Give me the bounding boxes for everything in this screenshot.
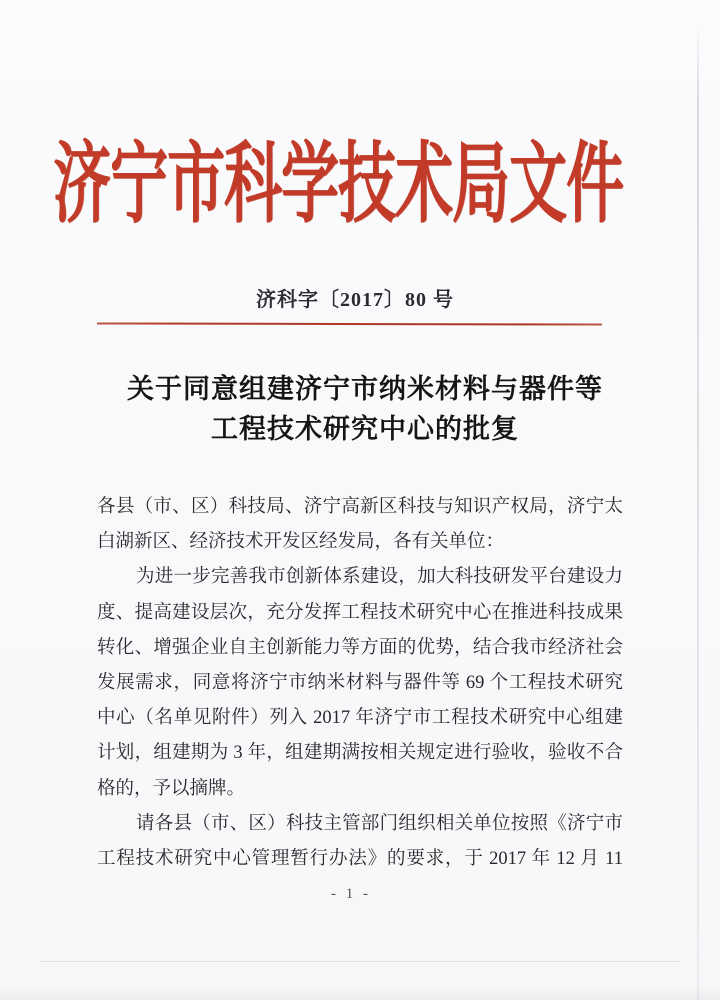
body-line: 白湖新区、经济技术开发区经发局，各有关单位： (97, 532, 505, 553)
document-title-line-1: 关于同意组建济宁市纳米材料与器件等 (127, 374, 603, 404)
scan-edge-artifact-bottom (40, 961, 680, 962)
body-line: 各县（市、区）科技局、济宁高新区科技与知识产权局，济宁太 (97, 497, 623, 517)
body-line: 中心（名单见附件）列入 2017 年济宁市工程技术研究中心组建 (97, 708, 623, 729)
body-line: 计划，组建期为 3 年，组建期满按相关规定进行验收，验收不合 (97, 743, 623, 764)
document-number: 济科字〔2017〕80 号 (256, 289, 454, 311)
body-line: 工程技术研究中心管理暂行办法》的要求，于 2017 年 12 月 11 (97, 848, 623, 869)
document-body (97, 490, 623, 877)
document-title-line-2: 工程技术研究中心的批复 (211, 414, 519, 444)
agency-red-header: 济宁市科学技术局文件 (52, 134, 623, 234)
body-line: 为进一步完善我市创新体系建设，加大科技研发平台建设力 (136, 567, 623, 588)
body-line: 转化、增强企业自主创新能力等方面的优势，结合我市经济社会 (97, 637, 623, 658)
scan-edge-artifact-right (697, 25, 699, 1000)
body-line: 格的，予以摘牌。 (97, 778, 246, 799)
body-line: 度、提高建设层次，充分发挥工程技术研究中心在推进科技成果 (97, 602, 623, 623)
body-line: 发展需求，同意将济宁市纳米材料与器件等 69 个工程技术研究 (97, 672, 623, 693)
page-number: - 1 - (331, 886, 371, 902)
scan-shadow-artifact (0, 986, 720, 1000)
document-title (10, 369, 720, 449)
red-separator-line (97, 322, 602, 325)
body-line: 请各县（市、区）科技主管部门组织相关单位按照《济宁市 (136, 813, 623, 834)
